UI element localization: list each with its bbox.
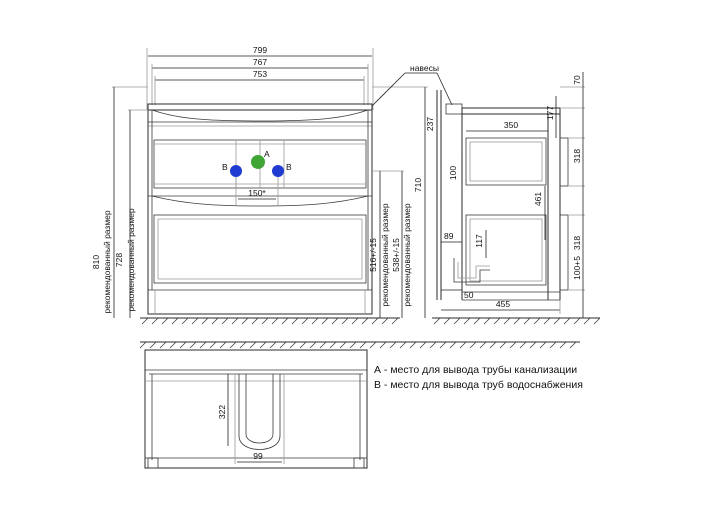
legend-b: В - место для вывода труб водоснабжения (374, 379, 583, 391)
dim-70: 70 (572, 75, 582, 85)
dim-461: 461 (533, 191, 543, 207)
dim-538: 538+/-15 (391, 238, 401, 272)
hinges-label: навесы (410, 63, 439, 73)
drain-pipe-a-marker (251, 155, 265, 169)
dim-516-note: рекомендованный размер (380, 203, 390, 307)
legend-a: А - место для вывода трубы канализации (374, 364, 578, 376)
dim-100-5: 100+5 (572, 256, 582, 280)
dim-728-note: рекомендованный размер (126, 208, 136, 312)
label-b-right: В (286, 162, 292, 172)
dim-318-upper: 318 (572, 148, 582, 164)
dim-89: 89 (444, 231, 454, 241)
label-a: А (264, 149, 270, 159)
dim-117: 117 (474, 234, 484, 248)
dim-177: 177 (545, 105, 555, 121)
dim-455: 455 (495, 299, 511, 309)
dim-318-lower: 318 (572, 235, 582, 251)
dim-799: 799 (252, 45, 268, 55)
dim-810-note: рекомендованный размер (102, 210, 112, 314)
dim-516: 516+/-15 (368, 238, 378, 272)
legend (374, 364, 583, 391)
dim-150: 150* (248, 188, 266, 198)
dim-350: 350 (503, 120, 519, 130)
dim-753: 753 (252, 69, 268, 79)
dim-710: 710 (413, 177, 423, 193)
dim-50: 50 (464, 290, 474, 300)
front-view (91, 45, 452, 324)
dim-538-note: рекомендованный размер (402, 203, 412, 307)
side-view (425, 72, 600, 324)
dim-767: 767 (252, 57, 268, 67)
dim-237: 237 (425, 116, 435, 132)
dim-322: 322 (217, 404, 227, 420)
dim-728: 728 (114, 252, 124, 268)
dim-99: 99 (253, 451, 263, 461)
water-pipe-b-left-marker (230, 165, 242, 177)
top-view (140, 342, 580, 468)
water-pipe-b-right-marker (272, 165, 284, 177)
dim-100: 100 (448, 165, 458, 181)
label-b-left: В (222, 162, 228, 172)
dim-810: 810 (91, 254, 101, 270)
